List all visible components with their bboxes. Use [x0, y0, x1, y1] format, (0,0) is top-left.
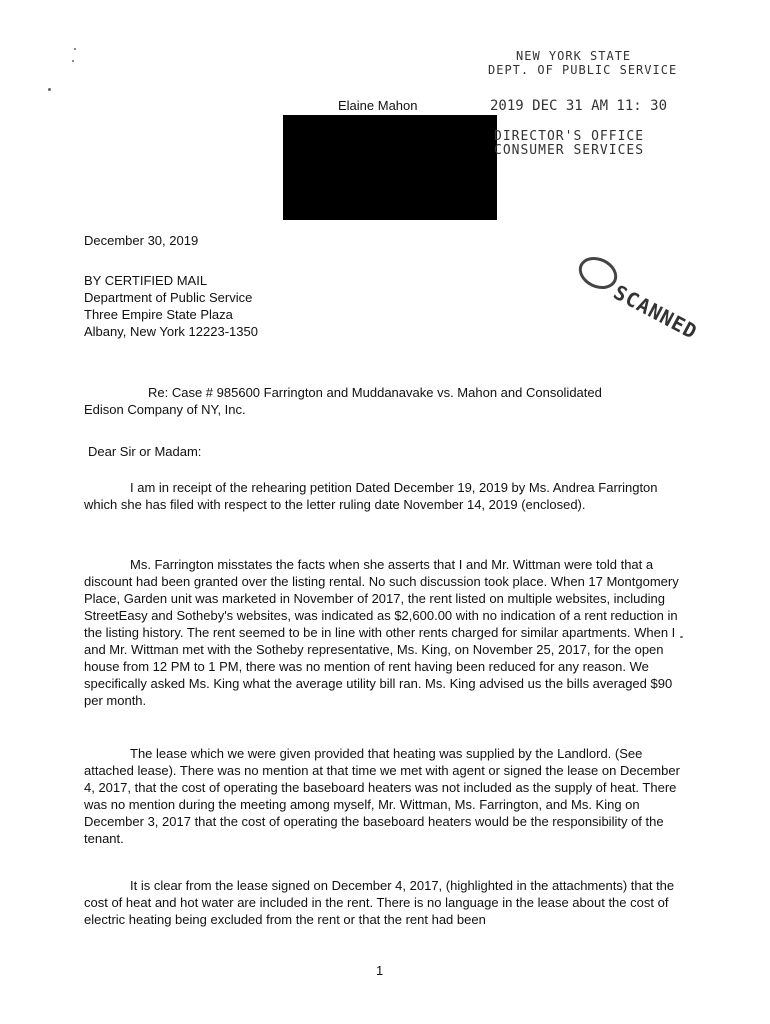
- recipient-address: [84, 272, 258, 340]
- re-line: [84, 384, 684, 418]
- paragraph-3: The lease which we were given provided that heating was supplied by the Landlord. (See attached lease). There was no mention at that time we met with agent or signed the lease on December 4, 2017, that the cost of operating the baseboard heaters was not included as the supply of heat. There was no mention during the meeting among myself, Mr. Wittman, Ms. Farrington, and Ms. King on December 3, 2017 that the cost of operating the baseboard heaters would be the responsibility of the tenant.: [84, 746, 680, 846]
- re-line-2: Edison Company of NY, Inc.: [84, 402, 246, 417]
- sender-name: Elaine Mahon: [338, 98, 418, 113]
- address-line: Albany, New York 12223-1350: [84, 324, 258, 339]
- salutation: Dear Sir or Madam:: [88, 444, 202, 459]
- body-paragraph: [84, 556, 686, 709]
- address-line: Department of Public Service: [84, 290, 253, 305]
- paragraph-1: I am in receipt of the rehearing petition Dated December 19, 2019 by Ms. Andrea Farrington which she has filed with respect to the letter ruling date November 14, 2019 (enclosed).: [84, 480, 658, 512]
- received-stamp-office-line2: CONSUMER SERVICES: [494, 143, 645, 158]
- received-stamp-office-line1: DIRECTOR'S OFFICE: [494, 129, 645, 144]
- scan-speck: [74, 48, 76, 50]
- paragraph-2: Ms. Farrington misstates the facts when she asserts that I and Mr. Wittman were told that a discount had been granted over the listing rental. No such discussion took place. When 17 Montgomery Place, Garden unit was marketed in November of 2017, the rent listed on multiple websites, including StreetEasy and Sotheby's websites, was indicated as $2,600.00 with no indication of a rent reduction in the listing history. The rent seemed to be in line with other rents charged for similar apartments. When I and Mr. Wittman met with the Sotheby representative, Ms. King, on November 25, 2017, for the open house from 12 PM to 1 PM, there was no mention of rent having been reduced for any reason. We specifically asked Ms. King what the average utility bill ran. Ms. King advised us the bills averaged $90 per month.: [84, 557, 679, 708]
- address-line: BY CERTIFIED MAIL: [84, 273, 208, 288]
- received-stamp-date: 2019 DEC 31 AM 11: 30: [490, 98, 668, 114]
- address-line: Three Empire State Plaza: [84, 307, 233, 322]
- page-number: 1: [376, 963, 384, 978]
- letter-date: December 30, 2019: [84, 233, 199, 248]
- body-paragraph: [84, 745, 686, 847]
- scan-speck: [48, 88, 51, 91]
- scanned-stamp: SCANNED: [609, 279, 702, 345]
- received-stamp-office: [494, 130, 644, 158]
- body-paragraph: [84, 479, 664, 513]
- received-stamp-dept: DEPT. OF PUBLIC SERVICE: [488, 63, 678, 77]
- redacted-address-block: [283, 115, 497, 220]
- re-line-1: Re: Case # 985600 Farrington and Muddanavake vs. Mahon and Consolidated: [148, 385, 602, 400]
- body-paragraph: [84, 877, 686, 928]
- paragraph-4: It is clear from the lease signed on December 4, 2017, (highlighted in the attachments) that the cost of heat and hot water are included in the rent. There is no language in the lease about the cost of electric heating being excluded from the rent or that the rent had been: [84, 878, 675, 927]
- scan-speck: [72, 60, 74, 62]
- received-stamp-state: NEW YORK STATE: [516, 49, 632, 63]
